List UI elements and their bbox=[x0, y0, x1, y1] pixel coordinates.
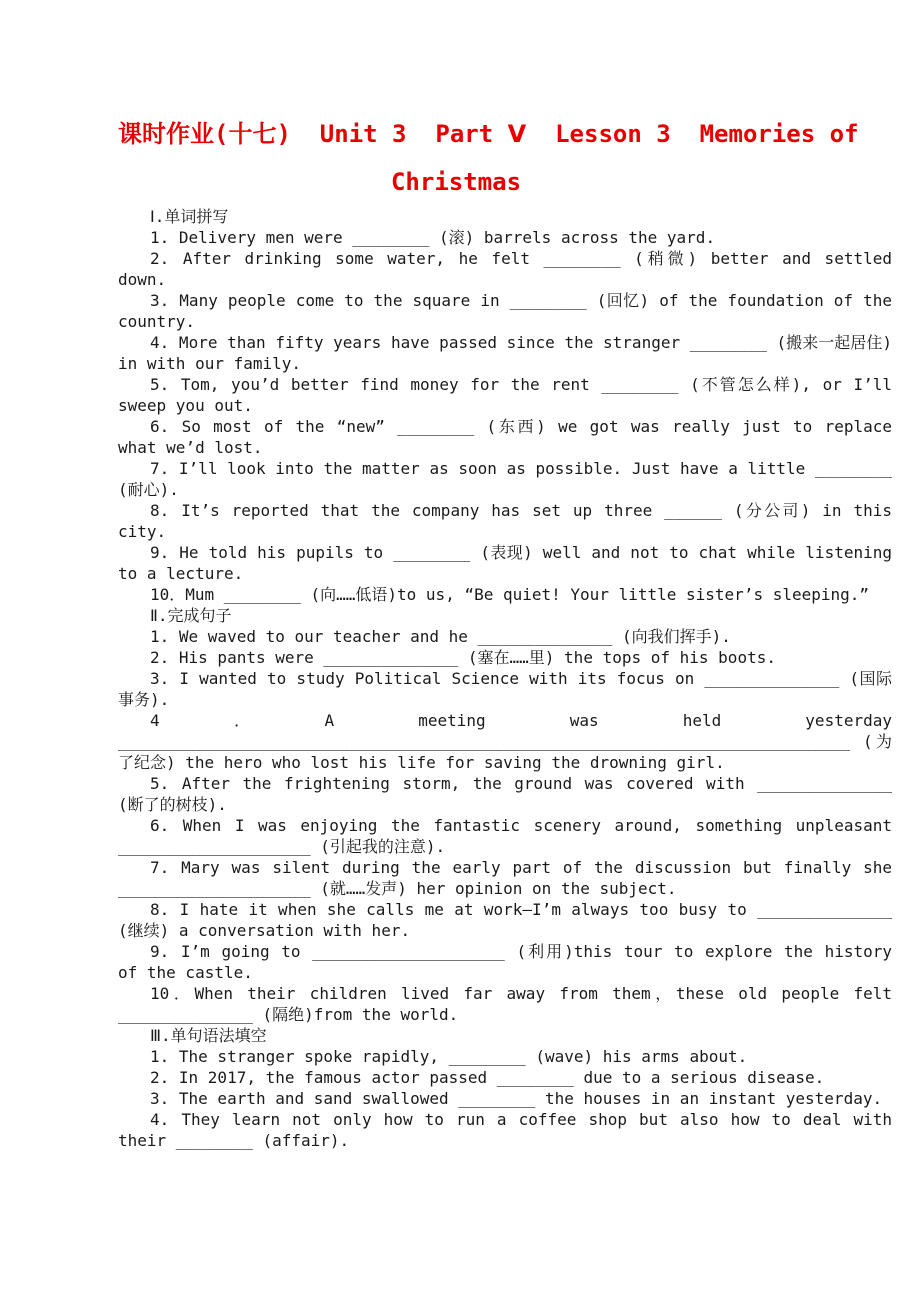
exercise-item: 4．A meeting was held yesterday ____________________________________________________________________________ (为了纪念) the hero who lost his life for saving the drowning girl. bbox=[118, 711, 892, 772]
worksheet-title bbox=[118, 0, 859, 206]
exercise-item: 8. I hate it when she calls me at work—I’m always too busy to ______________ (继续) a conversation with her. bbox=[118, 900, 892, 940]
exercise-item: 5. Tom, you’d better find money for the rent ________ (不管怎么样), or I’ll sweep you out. bbox=[118, 375, 892, 415]
exercise-item: 7. Mary was silent during the early part of the discussion but finally she ____________________ (就……发声) her opinion on the subject. bbox=[118, 858, 892, 898]
exercise-item: 2. After drinking some water, he felt ________ (稍微) better and settled down. bbox=[118, 249, 892, 289]
exercise-item: 9. He told his pupils to ________ (表现) well and not to chat while listening to a lecture. bbox=[118, 543, 892, 583]
section-heading: Ⅲ.单句语法填空 bbox=[150, 1026, 267, 1045]
exercise-item: 7. I’ll look into the matter as soon as possible. Just have a little ________ (耐心). bbox=[118, 459, 892, 499]
exercise-item: 9. I’m going to ____________________ (利用)this tour to explore the history of the castle. bbox=[118, 942, 892, 982]
exercise-item: 10．When their children lived far away from them，these old people felt ______________ (隔绝)from the world. bbox=[118, 984, 892, 1024]
exercise-item: 6. When I was enjoying the fantastic scenery around, something unpleasant ____________________ (引起我的注意). bbox=[118, 816, 892, 856]
exercise-item: 1. We waved to our teacher and he ______________ (向我们挥手). bbox=[150, 627, 731, 646]
exercise-item: 4. More than fifty years have passed since the stranger ________ (搬来一起居住) in with our family. bbox=[118, 333, 892, 373]
worksheet-body bbox=[118, 206, 892, 1151]
title-line-1: 课时作业(十七) Unit 3 Part Ⅴ Lesson 3 Memories of bbox=[118, 120, 859, 148]
exercise-item: 8. It’s reported that the company has set up three ______ (分公司) in this city. bbox=[118, 501, 892, 541]
exercise-item: 3. Many people come to the square in ________ (回忆) of the foundation of the country. bbox=[118, 291, 892, 331]
exercise-item: 2. In 2017, the famous actor passed ________ due to a serious disease. bbox=[150, 1068, 825, 1087]
exercise-item: 6. So most of the “new” ________ (东西) we got was really just to replace what we’d lost. bbox=[118, 417, 892, 457]
exercise-item: 1. Delivery men were ________ (滚) barrels across the yard. bbox=[150, 228, 716, 247]
exercise-item: 5. After the frightening storm, the ground was covered with ______________ (断了的树枝). bbox=[118, 774, 892, 814]
exercise-item: 3. The earth and sand swallowed ________ the houses in an instant yesterday. bbox=[150, 1089, 883, 1108]
exercise-item: 2. His pants were ______________ (塞在……里) the tops of his boots. bbox=[150, 648, 776, 667]
section-heading: Ⅱ.完成句子 bbox=[150, 606, 232, 625]
exercise-item: 4. They learn not only how to run a coffee shop but also how to deal with their ________ (affair). bbox=[118, 1110, 892, 1150]
title-line-2: Christmas bbox=[390, 168, 522, 196]
exercise-item: 10．Mum ________ (向……低语)to us, “Be quiet! Your little sister’s sleeping.” bbox=[150, 585, 870, 604]
exercise-item: 3. I wanted to study Political Science with its focus on ______________ (国际事务). bbox=[118, 669, 892, 709]
section-heading: Ⅰ.单词拼写 bbox=[150, 207, 229, 226]
exercise-item: 1. The stranger spoke rapidly, ________ (wave) his arms about. bbox=[150, 1047, 748, 1066]
